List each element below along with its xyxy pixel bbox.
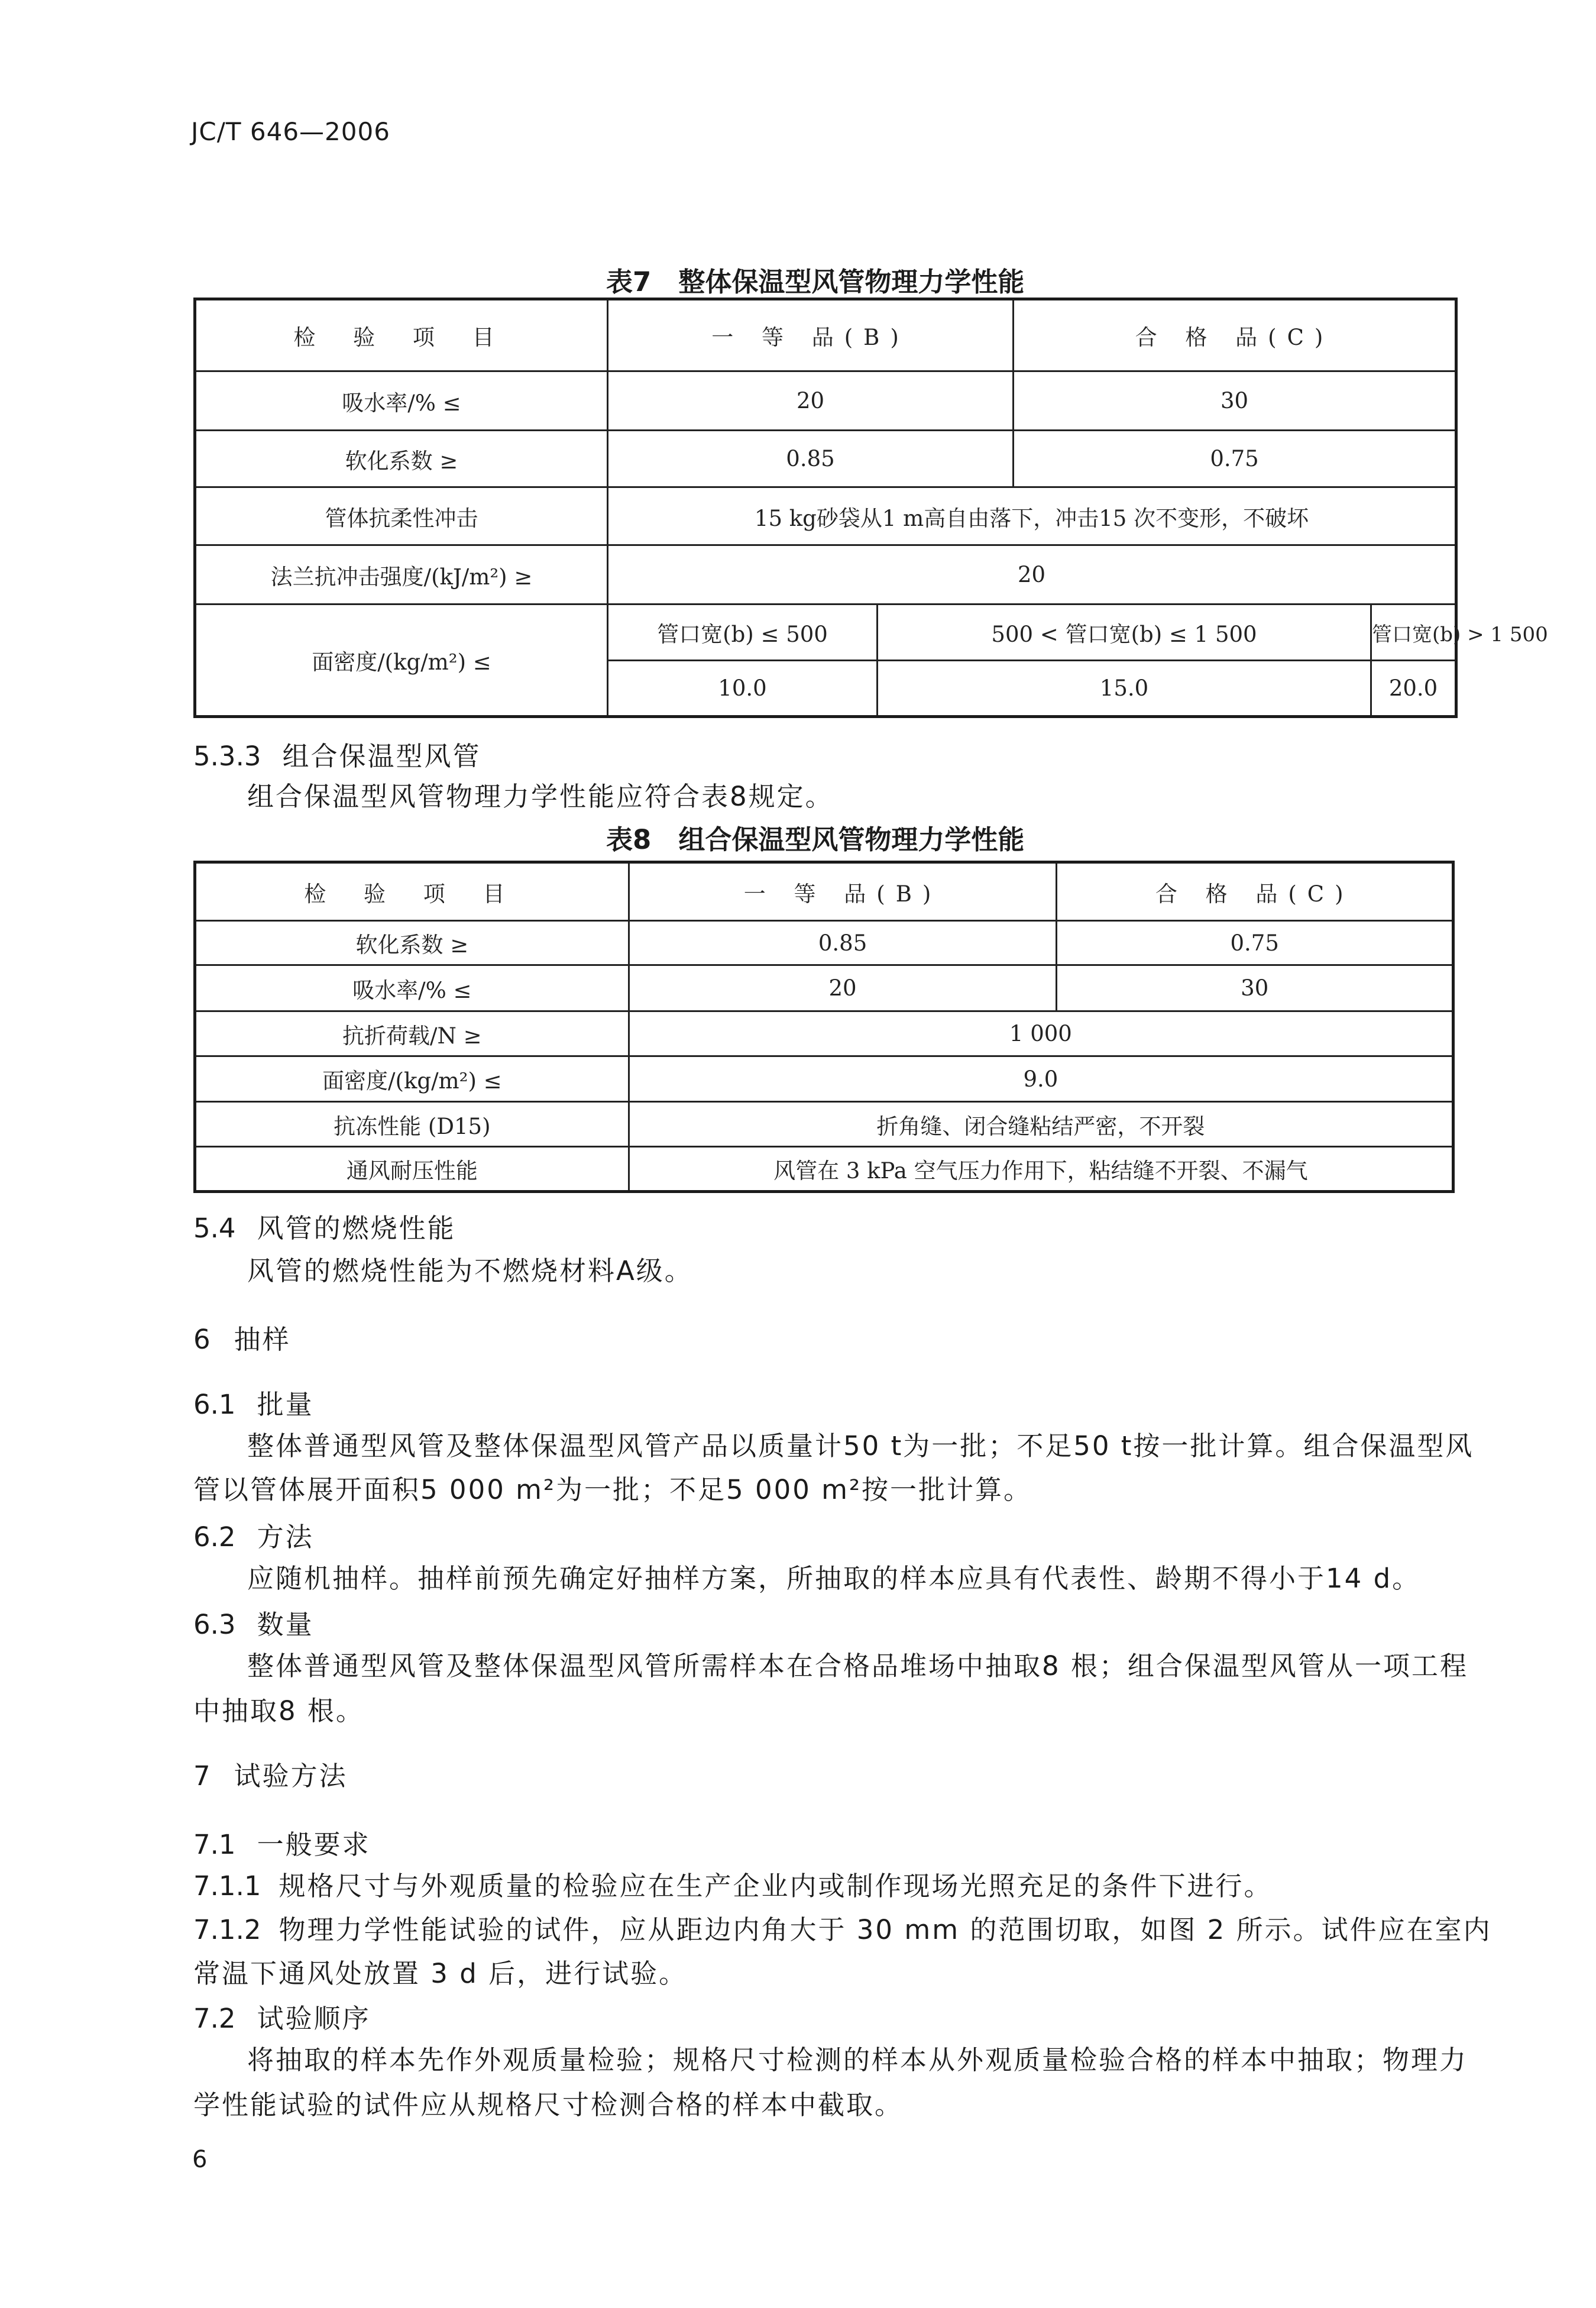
table7-head-grade-b: 一 等 品(B) — [608, 299, 1014, 371]
table7-density-value-3: 20.0 — [1371, 661, 1456, 717]
table-row — [195, 431, 1456, 487]
table8-row2-b: 20 — [629, 965, 1057, 1011]
section-title: 方法 — [257, 1521, 314, 1553]
table7-density-value-1: 10.0 — [608, 661, 878, 717]
table-row — [195, 371, 1456, 431]
table8-row4-item: 面密度/(kg/m²) ≤ — [195, 1056, 629, 1102]
section-number: 6.1 — [193, 1389, 236, 1420]
table8-row3-merged: 1 000 — [629, 1011, 1453, 1056]
section-7-1-1 — [193, 1864, 1273, 1903]
table8-row5-item: 抗冻性能 (D15) — [195, 1102, 629, 1147]
table8-row4-merged: 9.0 — [629, 1056, 1453, 1102]
section-6-3-heading — [193, 1603, 314, 1641]
table-row — [195, 605, 1456, 661]
table8-head-item: 检 验 项 目 — [195, 862, 629, 921]
table8-caption-title: 组合保温型风管物理力学性能 — [678, 824, 1025, 855]
table7 — [193, 298, 1548, 718]
section-number: 5.3.3 — [193, 741, 261, 772]
table8-head-grade-c: 合 格 品(C) — [1057, 862, 1453, 921]
table7-density-subhead-1: 管口宽(b) ≤ 500 — [608, 605, 878, 661]
table7-head-grade-c: 合 格 品(C) — [1014, 299, 1456, 371]
table-row — [195, 1011, 1453, 1056]
table-row — [195, 1147, 1453, 1192]
section-6-3-line2: 中抽取8 根。 — [193, 1695, 364, 1727]
section-7-2-heading — [193, 1997, 371, 2035]
section-title: 抽样 — [234, 1324, 291, 1355]
table7-density-subhead-2: 500 < 管口宽(b) ≤ 1 500 — [878, 605, 1371, 661]
table8-row1-item: 软化系数 ≥ — [195, 921, 629, 965]
section-title: 一般要求 — [257, 1829, 371, 1860]
section-5-3-3-text: 组合保温型风管物理力学性能应符合表8规定。 — [247, 781, 834, 812]
table-row — [195, 487, 1456, 545]
section-number: 7.2 — [193, 2003, 236, 2034]
table7-row1-item: 吸水率/% ≤ — [195, 371, 608, 431]
table7-row4-merged: 20 — [608, 545, 1456, 605]
section-title: 数量 — [257, 1609, 314, 1640]
table8-row6-item: 通风耐压性能 — [195, 1147, 629, 1192]
table8 — [193, 861, 1455, 1193]
table8-caption-number: 表8 — [606, 824, 652, 855]
table8-row2-item: 吸水率/% ≤ — [195, 965, 629, 1011]
table8-row3-item: 抗折荷载/N ≥ — [195, 1011, 629, 1056]
section-5-4-heading — [193, 1207, 456, 1245]
table8-row1-c: 0.75 — [1057, 921, 1453, 965]
section-number: 7.1 — [193, 1829, 236, 1860]
table7-density-item: 面密度/(kg/m²) ≤ — [195, 605, 608, 717]
section-title: 试验方法 — [234, 1760, 348, 1792]
section-number: 6 — [193, 1324, 211, 1355]
table7-caption-number: 表7 — [606, 266, 652, 298]
section-number: 7 — [193, 1760, 211, 1792]
table-row — [195, 921, 1453, 965]
table7-row2-b: 0.85 — [608, 431, 1014, 487]
standard-code-header: JC/T 646—2006 — [191, 117, 390, 146]
table8-row6-merged: 风管在 3 kPa 空气压力作用下，粘结缝不开裂、不漏气 — [629, 1147, 1453, 1192]
section-7-1-heading — [193, 1823, 371, 1861]
table-row — [195, 1102, 1453, 1147]
section-number: 6.3 — [193, 1609, 236, 1640]
table7-row1-b: 20 — [608, 371, 1014, 431]
table7-caption-title: 整体保温型风管物理力学性能 — [678, 266, 1025, 298]
section-6-1-line1: 整体普通型风管及整体保温型风管产品以质量计50 t为一批；不足50 t按一批计算。组合保温型风 — [247, 1430, 1474, 1462]
section-number: 5.4 — [193, 1213, 236, 1244]
table7-caption — [606, 260, 1024, 299]
section-title: 试验顺序 — [257, 2003, 371, 2034]
section-7-1-2-line2: 常温下通风处放置 3 d 后，进行试验。 — [193, 1958, 688, 1989]
section-7-2-line1: 将抽取的样本先作外观质量检验；规格尺寸检测的样本从外观质量检验合格的样本中抽取；物理力 — [247, 2044, 1468, 2076]
table7-head-item: 检 验 项 目 — [195, 299, 608, 371]
table7-row4-item: 法兰抗冲击强度/(kJ/m²) ≥ — [195, 545, 608, 605]
section-6-heading — [193, 1318, 291, 1356]
table-row — [195, 1056, 1453, 1102]
section-number: 6.2 — [193, 1521, 236, 1553]
section-text: 物理力学性能试验的试件，应从距边内角大于 30 mm 的范围切取，如图 2 所示。试件应在室内 — [279, 1914, 1492, 1945]
table7-header-row — [195, 299, 1456, 371]
section-6-3-line1: 整体普通型风管及整体保温型风管所需样本在合格品堆场中抽取8 根；组合保温型风管从一项工程 — [247, 1650, 1468, 1682]
table7-row1-c: 30 — [1014, 371, 1456, 431]
table7-row3-item: 管体抗柔性冲击 — [195, 487, 608, 545]
table8-row5-merged: 折角缝、闭合缝粘结严密，不开裂 — [629, 1102, 1453, 1147]
section-6-1-heading — [193, 1383, 314, 1421]
section-5-4-text: 风管的燃烧性能为不燃烧材料A级。 — [247, 1255, 693, 1286]
section-7-1-2-line1 — [193, 1908, 1492, 1947]
section-number: 7.1.1 — [193, 1870, 261, 1902]
section-title: 批量 — [257, 1389, 314, 1420]
table7-row3-merged: 15 kg砂袋从1 m高自由落下，冲击15 次不变形，不破坏 — [608, 487, 1456, 545]
section-6-2-line1: 应随机抽样。抽样前预先确定好抽样方案，所抽取的样本应具有代表性、龄期不得小于14 d。 — [247, 1563, 1421, 1594]
section-5-3-3-heading — [193, 735, 481, 773]
table7-row2-item: 软化系数 ≥ — [195, 431, 608, 487]
table8-head-grade-b: 一 等 品(B) — [629, 862, 1057, 921]
table8-row2-c: 30 — [1057, 965, 1453, 1011]
table8-caption — [606, 818, 1024, 856]
section-6-2-heading — [193, 1515, 314, 1554]
table-row — [195, 545, 1456, 605]
section-title: 风管的燃烧性能 — [257, 1213, 456, 1244]
section-6-1-line2: 管以管体展开面积5 000 m²为一批；不足5 000 m²按一批计算。 — [193, 1474, 1032, 1505]
page-number: 6 — [192, 2146, 208, 2173]
section-7-heading — [193, 1754, 348, 1793]
table7-density-value-2: 15.0 — [878, 661, 1371, 717]
section-7-2-line2: 学性能试验的试件应从规格尺寸检测合格的样本中截取。 — [193, 2089, 904, 2120]
section-title: 组合保温型风管 — [282, 741, 481, 772]
table-row — [195, 965, 1453, 1011]
section-number: 7.1.2 — [193, 1914, 261, 1945]
table8-header-row — [195, 862, 1453, 921]
table7-row2-c: 0.75 — [1014, 431, 1456, 487]
section-text: 规格尺寸与外观质量的检验应在生产企业内或制作现场光照充足的条件下进行。 — [279, 1870, 1273, 1902]
table7-density-subhead-3: 管口宽(b) > 1 500 — [1371, 605, 1456, 661]
table8-row1-b: 0.85 — [629, 921, 1057, 965]
